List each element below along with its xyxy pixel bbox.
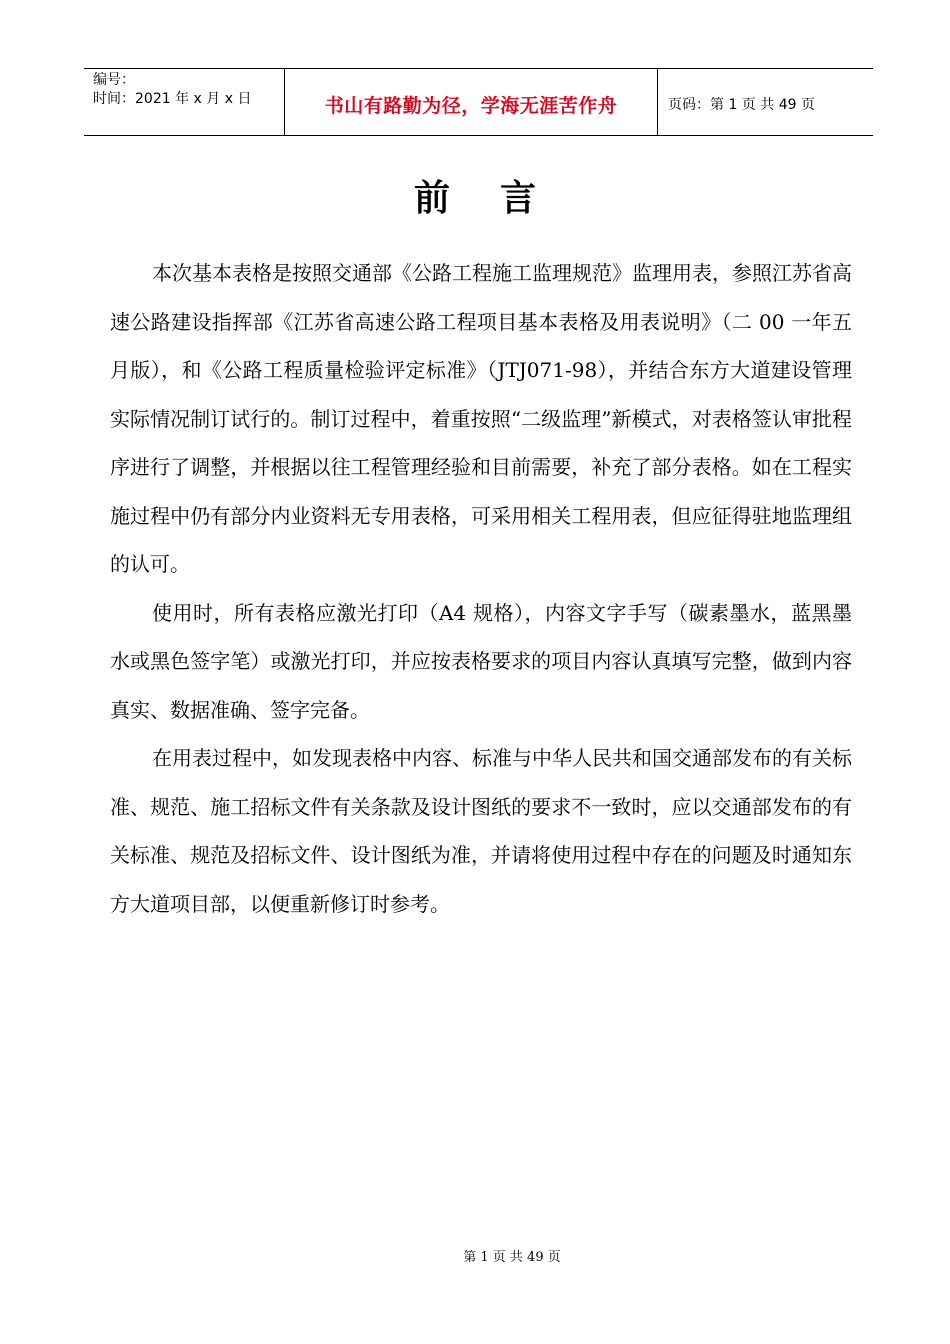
paragraph: 使用时，所有表格应激光打印（A4 规格），内容文字手写（碳素墨水，蓝黑墨水或黑色签字笔）或激光打印，并应按表格要求的项目内容认真填写完整，做到内容真实、数据准确、签字完备。 — [110, 600, 852, 722]
page-footer: 第 1 页 共 49 页 — [463, 1250, 561, 1265]
paragraph: 本次基本表格是按照交通部《公路工程施工监理规范》监理用表，参照江苏省高速公路建设指挥部《江苏省高速公路工程项目基本表格及用表说明》（二 00 一年五月版），和《公路工程质量检验评定标准》（JTJ071-98），并结合东方大道建设管理实际情况制订试行的。制订过程中，着重按照“二级监理”新模式，对表格签认审批程序进行了调整，并根据以往工程管理经验和目前需要，补充了部分表格。如在工程实施过程中仍有部分内业资料无专用表格，可采用相关工程用表，但应征得驻地监理组的认可。 — [110, 261, 852, 576]
document-body — [110, 249, 852, 928]
document-title: 前言 — [413, 178, 586, 219]
header-page-info: 页码：第 1 页 共 49 页 — [668, 97, 815, 113]
page-header — [84, 68, 873, 136]
header-motto-cell — [285, 69, 658, 135]
number-label: 编号： — [93, 72, 135, 88]
header-page-cell — [658, 69, 873, 135]
paragraph: 在用表过程中，如发现表格中内容、标准与中华人民共和国交通部发布的有关标准、规范、施工招标文件有关条款及设计图纸的要求不一致时，应以交通部发布的有关标准、规范及招标文件、设计图纸为准，并请将使用过程中存在的问题及时通知东方大道项目部，以便重新修订时参考。 — [110, 746, 852, 916]
time-label: 时间：2021 年 x 月 x 日 — [93, 91, 252, 107]
header-meta-cell — [84, 69, 285, 135]
motto-text: 书山有路勤为径，学海无涯苦作舟 — [324, 94, 618, 117]
